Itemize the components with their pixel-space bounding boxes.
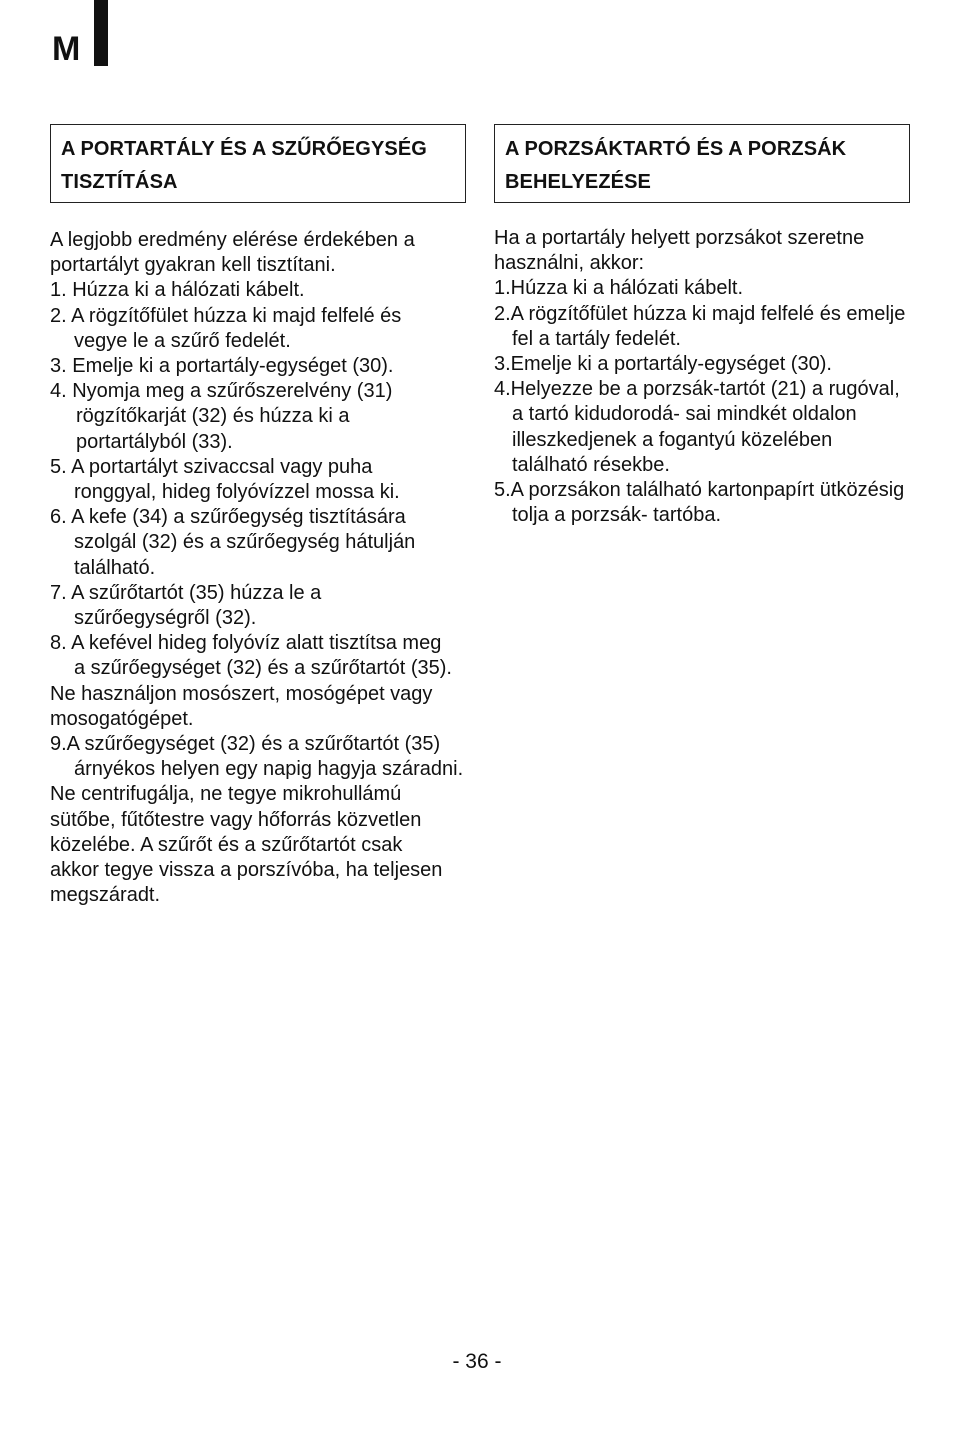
text-line: 2. A rögzítőfület húzza ki majd felfelé és — [50, 304, 402, 327]
text-line: található résekbe. — [512, 453, 670, 476]
text-line: 7. A szűrőtartót (35) húzza le a — [50, 581, 322, 604]
text-line: árnyékos helyen egy napig hagyja száradni. — [74, 758, 464, 781]
text-line: 8. A kefével hideg folyóvíz alatt tisztítsa meg — [50, 632, 442, 655]
text-line: 2.A rögzítőfület húzza ki majd felfelé és emelje — [494, 302, 906, 325]
text-line: 5. A portartályt szivaccsal vagy puha — [50, 455, 373, 478]
text-line: tolja a porzsák- tartóba. — [512, 504, 721, 527]
text-line: Ne centrifugálja, ne tegye mikrohullámú — [50, 783, 402, 806]
text-line: akkor tegye vissza a porszívóba, ha teljesen — [50, 859, 443, 882]
text-line: mosogatógépet. — [50, 707, 194, 730]
left-section-heading — [50, 124, 466, 203]
text-line: vegye le a szűrő fedelét. — [74, 329, 291, 352]
left-instructions — [50, 228, 468, 908]
text-line: ronggyal, hideg folyóvízzel mossa ki. — [74, 481, 400, 504]
right-heading-line: BEHELYEZÉSE — [505, 171, 651, 193]
page-number: - 36 - — [452, 1350, 502, 1373]
text-line: 1.Húzza ki a hálózati kábelt. — [494, 277, 744, 300]
text-line: 1. Húzza ki a hálózati kábelt. — [50, 279, 305, 302]
text-line: szűrőegységről (32). — [74, 607, 257, 630]
text-line: 6. A kefe (34) a szűrőegység tisztítására — [50, 506, 406, 529]
text-line: A legjobb eredmény elérése érdekében a — [50, 229, 415, 251]
text-line: megszáradt. — [50, 884, 161, 907]
section-letter: M — [52, 30, 81, 68]
text-line: 3. Emelje ki a portartály-egységet (30). — [50, 355, 394, 378]
text-line: 9.A szűrőegységet (32) és a szűrőtartót (35) — [50, 733, 441, 756]
left-column — [50, 124, 468, 908]
text-line: portartályt gyakran kell tisztítani. — [50, 254, 336, 277]
text-line: található. — [74, 556, 156, 579]
text-line: szolgál (32) és a szűrőegység hátulján — [74, 531, 416, 554]
text-line: fel a tartály fedelét. — [512, 327, 681, 350]
text-line: közelébe. A szűrőt és a szűrőtartót csak — [50, 833, 403, 856]
text-line: 4.Helyezze be a porzsák-tartót (21) a rugóval, — [494, 378, 900, 401]
text-line: sütőbe, fűtőtestre vagy hőforrás közvetlen — [50, 808, 422, 831]
right-heading-line: A PORZSÁKTARTÓ ÉS A PORZSÁK — [505, 138, 847, 160]
text-line: a szűrőegységet (32) és a szűrőtartót (35). — [74, 657, 452, 680]
text-line: 3.Emelje ki a portartály-egységet (30). — [494, 353, 832, 376]
text-line: a tartó kidudorodá- sai mindkét oldalon — [512, 403, 857, 426]
right-instructions — [494, 226, 912, 528]
text-line: használni, akkor: — [494, 252, 645, 275]
text-line: illeszkedjenek a fogantyú közelében — [512, 428, 833, 451]
right-section-heading — [494, 124, 910, 203]
text-line: Ha a portartály helyett porzsákot szeretne — [494, 227, 865, 249]
section-marker — [52, 22, 88, 70]
right-column — [494, 124, 912, 528]
text-line: 4. Nyomja meg a szűrőszerelvény (31) — [50, 380, 393, 403]
text-line: rögzítőkarját (32) és húzza ki a — [76, 405, 350, 428]
left-heading-line: A PORTARTÁLY ÉS A SZŰRŐEGYSÉG — [61, 138, 427, 160]
text-line: 5.A porzsákon található kartonpapírt ütközésig — [494, 479, 905, 502]
section-bar — [94, 0, 108, 66]
left-heading-line: TISZTÍTÁSA — [61, 171, 178, 193]
text-line: portartályból (33). — [76, 430, 233, 453]
text-line: Ne használjon mosószert, mosógépet vagy — [50, 682, 433, 705]
